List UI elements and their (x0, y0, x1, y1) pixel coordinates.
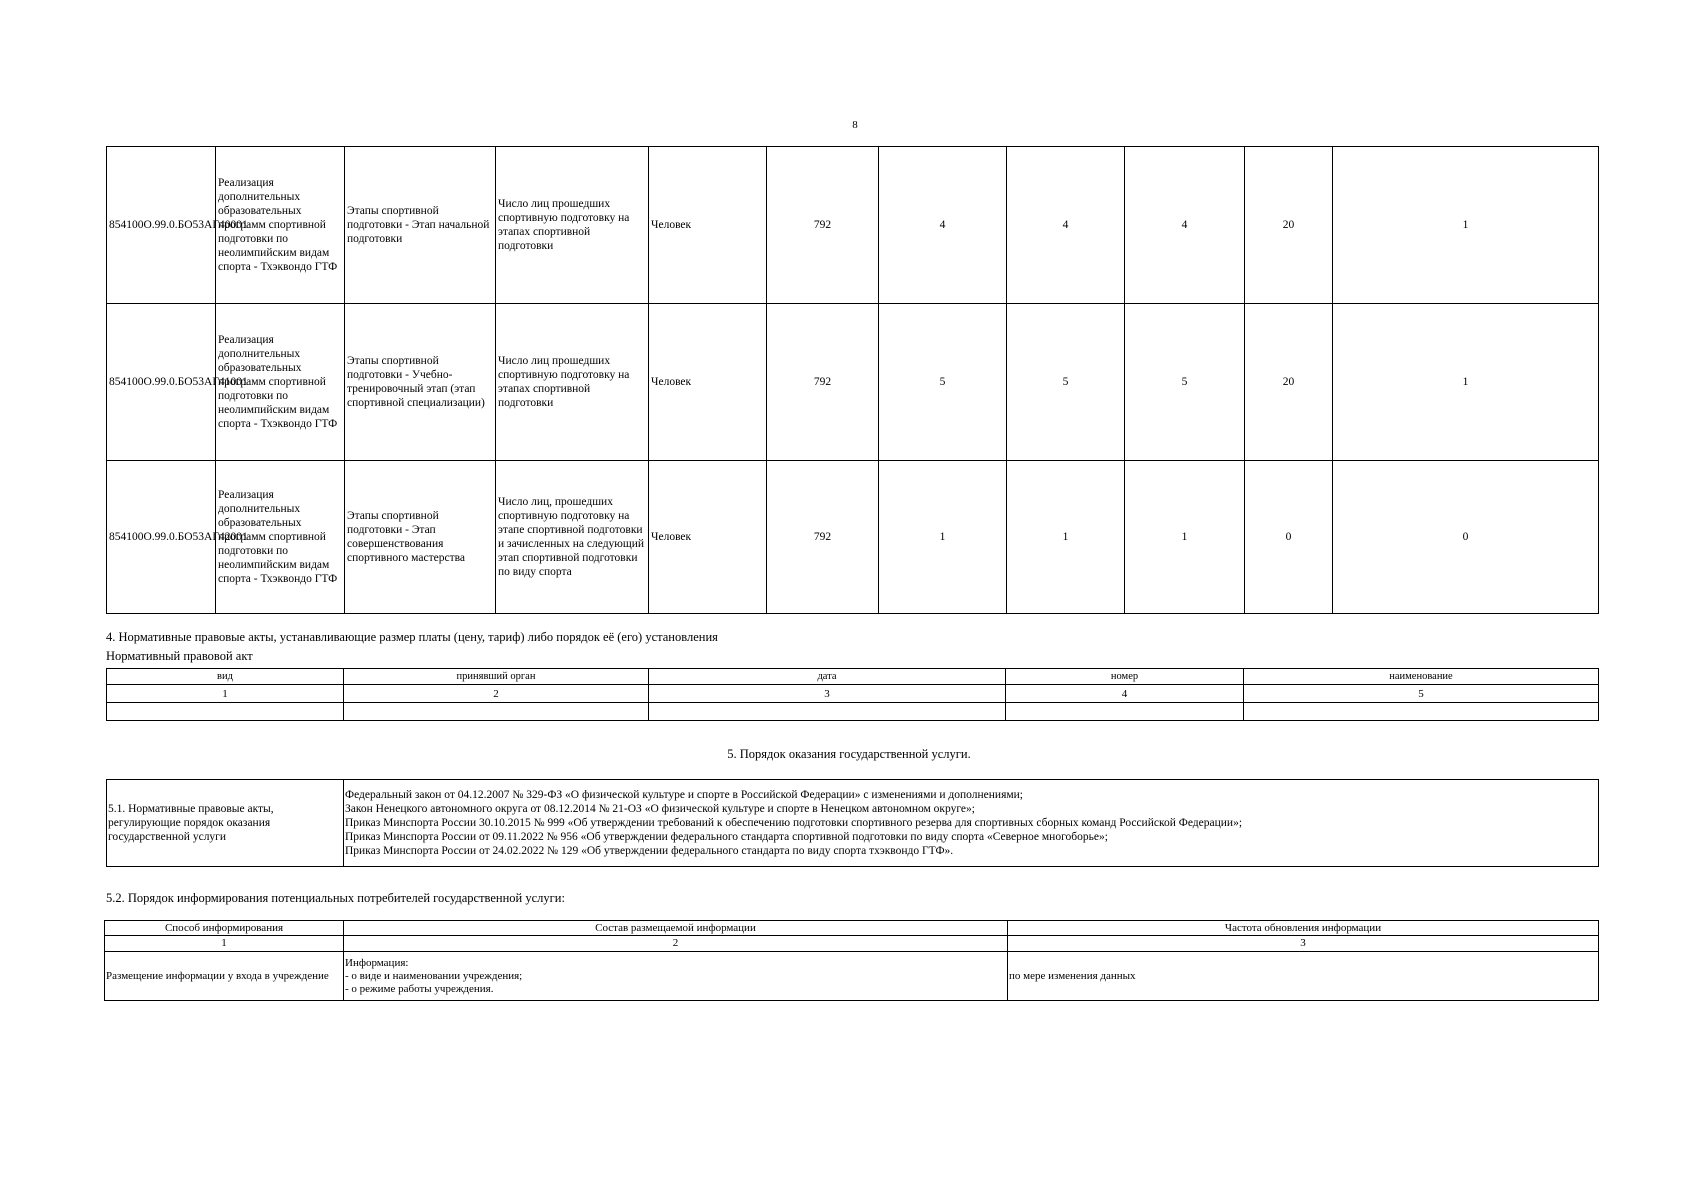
act-item: Закон Ненецкого автономного округа от 08.12.2014 № 21-ОЗ «О физической культуре и спорте в Ненецком автономном округе»; (345, 803, 975, 815)
table-header-row (107, 669, 1599, 685)
okei-code-cell: 792 (767, 147, 879, 304)
header-cell: номер (1006, 669, 1244, 685)
info-line: - о виде и наименовании учреждения; (345, 969, 523, 982)
section4-subtitle: Нормативный правовой акт (106, 649, 253, 663)
empty-cell (344, 703, 649, 721)
empty-cell (649, 703, 1006, 721)
column-number-row (105, 936, 1599, 952)
deviation-absolute-cell: 1 (1333, 147, 1599, 304)
act-item: Приказ Минспорта России от 24.02.2022 № 129 «Об утверждении федерального стандарта по виду спорта тхэквондо ГТФ». (345, 845, 954, 857)
deviation-percent-cell: 20 (1245, 304, 1333, 461)
service-code-cell: 854100О.99.0.БО53АГ40001 (107, 147, 216, 304)
okei-code-cell: 792 (767, 461, 879, 614)
act-item: Федеральный закон от 04.12.2007 № 329-ФЗ «О физической культуре и спорте в Российской Федерации» с изменениями и дополнениями; (345, 789, 1024, 801)
value-year3-cell: 1 (1125, 461, 1245, 614)
number-cell: 2 (344, 936, 1008, 952)
column-number-row (107, 685, 1599, 703)
number-cell: 4 (1006, 685, 1244, 703)
service-code-cell: 854100О.99.0.БО53АГ42001 (107, 461, 216, 614)
service-content-cell: Реализация дополнительных образовательных программ спортивной подготовки по неолимпийским видам спорта - Тхэквондо ГТФ (216, 147, 345, 304)
table-header-row (105, 921, 1599, 936)
empty-cell (107, 703, 344, 721)
act-item: Приказ Минспорта России 30.10.2015 № 999 «Об утверждении требований к обеспечению подготовки спортивного резерва для спортивных сборных команд Российской Федерации»; (345, 817, 1243, 829)
table-row (107, 304, 1599, 461)
header-cell: наименование (1244, 669, 1599, 685)
informing-content (344, 952, 1008, 1001)
table-row (105, 952, 1599, 1001)
info-line: - о режиме работы учреждения. (345, 982, 494, 995)
indicator-name-cell: Число лиц прошедших спортивную подготовку на этапах спортивной подготовки (496, 147, 649, 304)
info-line: Информация: (345, 956, 409, 969)
empty-cell (1244, 703, 1599, 721)
table-row (107, 147, 1599, 304)
stage-cell: Этапы спортивной подготовки - Этап совершенствования спортивного мастерства (345, 461, 496, 614)
table-row (107, 461, 1599, 614)
number-cell: 2 (344, 685, 649, 703)
okei-code-cell: 792 (767, 304, 879, 461)
value-year2-cell: 5 (1007, 304, 1125, 461)
service-code-cell: 854100О.99.0.БО53АГ41001 (107, 304, 216, 461)
indicator-name-cell: Число лиц, прошедших спортивную подготовку на этапе спортивной подготовки и зачисленных на следующий этап спортивной подготовки по виду спорта (496, 461, 649, 614)
header-cell: Состав размещаемой информации (344, 921, 1008, 936)
indicator-name-cell: Число лиц прошедших спортивную подготовку на этапах спортивной подготовки (496, 304, 649, 461)
normative-acts-table (106, 668, 1599, 721)
number-cell: 3 (649, 685, 1006, 703)
indicators-table (106, 146, 1599, 614)
section4-title: 4. Нормативные правовые акты, устанавливающие размер платы (цену, тариф) либо порядок её (его) установления (106, 630, 718, 644)
unit-cell: Человек (649, 304, 767, 461)
header-cell: дата (649, 669, 1006, 685)
value-year1-cell: 1 (879, 461, 1007, 614)
number-cell: 1 (105, 936, 344, 952)
value-year1-cell: 4 (879, 147, 1007, 304)
section52-title: 5.2. Порядок информирования потенциальных потребителей государственной услуги: (106, 891, 565, 905)
empty-row (107, 703, 1599, 721)
value-year3-cell: 5 (1125, 304, 1245, 461)
header-cell: Частота обновления информации (1008, 921, 1599, 936)
regulatory-acts-list (344, 780, 1599, 867)
stage-cell: Этапы спортивной подготовки - Учебно-тренировочный этап (этап спортивной специализации) (345, 304, 496, 461)
deviation-absolute-cell: 1 (1333, 304, 1599, 461)
number-cell: 1 (107, 685, 344, 703)
deviation-percent-cell: 0 (1245, 461, 1333, 614)
empty-cell (1006, 703, 1244, 721)
value-year2-cell: 1 (1007, 461, 1125, 614)
header-cell: вид (107, 669, 344, 685)
unit-cell: Человек (649, 147, 767, 304)
service-content-cell: Реализация дополнительных образовательных программ спортивной подготовки по неолимпийским видам спорта - Тхэквондо ГТФ (216, 461, 345, 614)
stage-cell: Этапы спортивной подготовки - Этап начальной подготовки (345, 147, 496, 304)
section5-title: 5. Порядок оказания государственной услуги. (727, 747, 971, 761)
deviation-absolute-cell: 0 (1333, 461, 1599, 614)
informing-table (104, 920, 1599, 1001)
informing-frequency: по мере изменения данных (1008, 952, 1599, 1001)
header-cell: принявший орган (344, 669, 649, 685)
regulatory-acts-table (106, 779, 1599, 867)
page-number: 8 (852, 119, 858, 131)
regulatory-acts-row (107, 780, 1599, 867)
unit-cell: Человек (649, 461, 767, 614)
number-cell: 3 (1008, 936, 1599, 952)
value-year2-cell: 4 (1007, 147, 1125, 304)
value-year1-cell: 5 (879, 304, 1007, 461)
deviation-percent-cell: 20 (1245, 147, 1333, 304)
service-content-cell: Реализация дополнительных образовательных программ спортивной подготовки по неолимпийским видам спорта - Тхэквондо ГТФ (216, 304, 345, 461)
number-cell: 5 (1244, 685, 1599, 703)
regulatory-acts-label: 5.1. Нормативные правовые акты, регулирующие порядок оказания государственной услуги (107, 780, 344, 867)
value-year3-cell: 4 (1125, 147, 1245, 304)
act-item: Приказ Минспорта России от 09.11.2022 № 956 «Об утверждении федерального стандарта спортивной подготовки по виду спорта «Северное многоборье»; (345, 831, 1108, 843)
informing-method: Размещение информации у входа в учреждение (105, 952, 344, 1001)
header-cell: Способ информирования (105, 921, 344, 936)
